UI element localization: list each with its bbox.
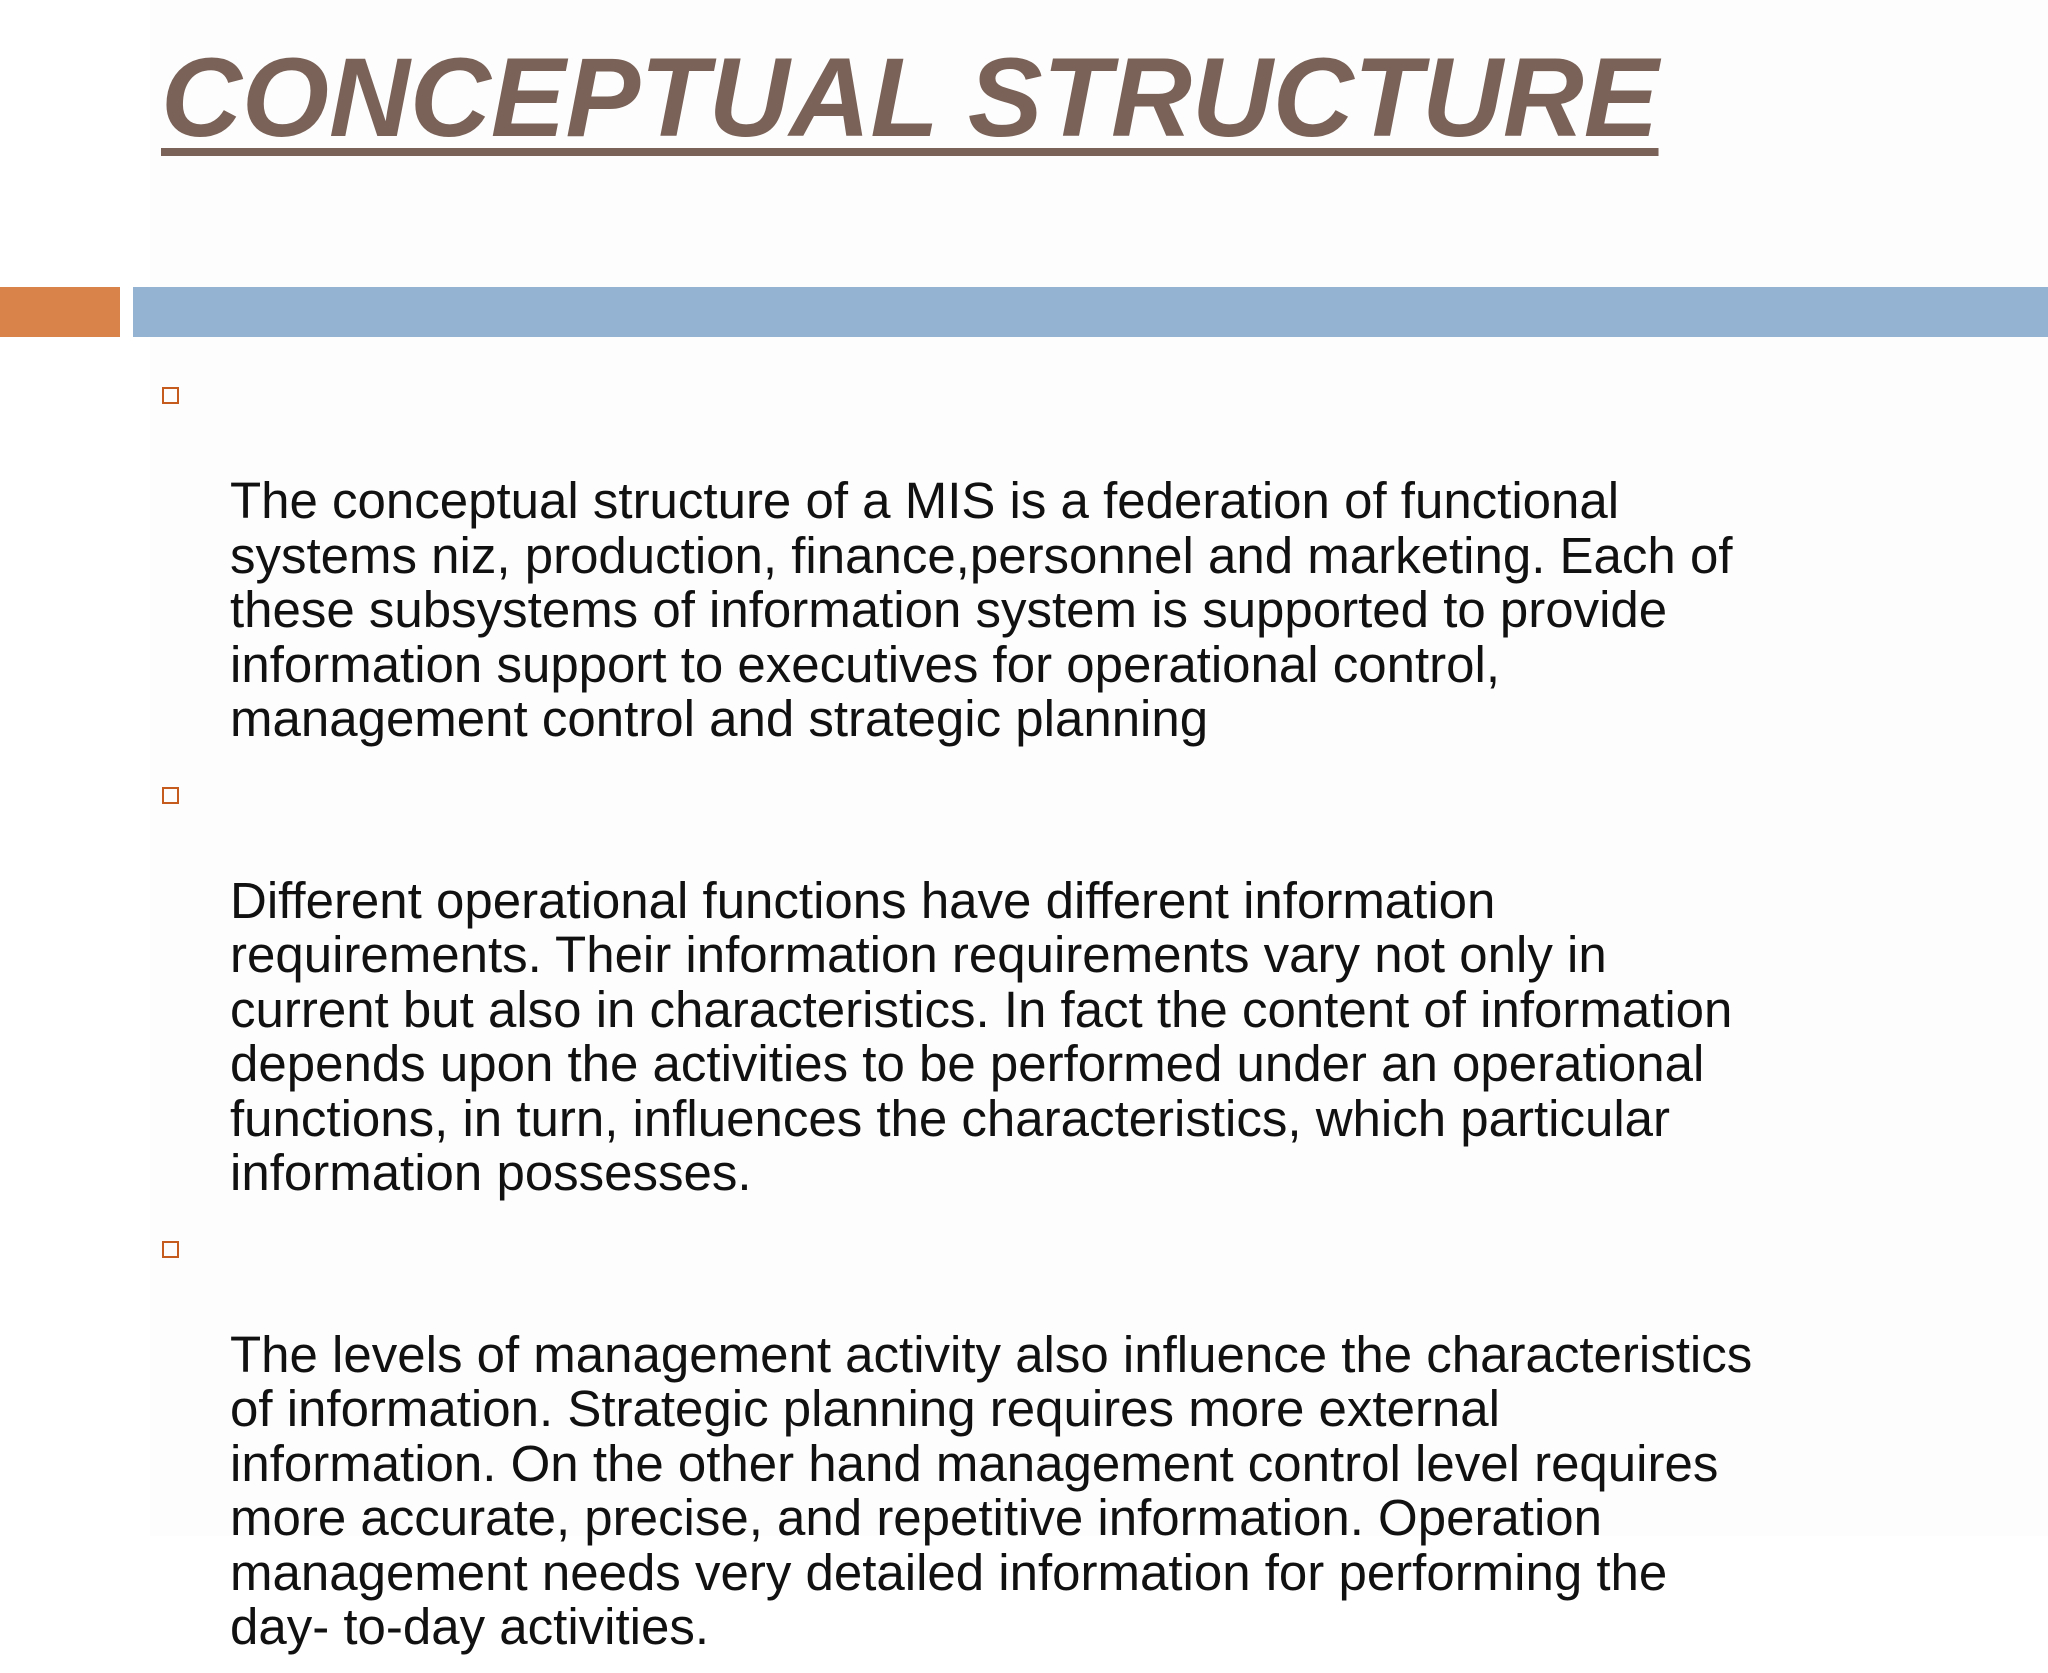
bullet-text-management-levels: The levels of management activity also influence the characteristics of information. Strategic planning requires more external information. On the other hand management control level requires more accurate, precise, and repetitive information. Operation management needs very detailed information for performing the day- to-day activities. — [230, 1325, 1753, 1655]
bullet-text-operational-functions: Different operational functions have different information requirements. Their information requirements vary not only in current but also in characteristics. In fact the content of information depends upon the activities to be performed under an operational functions, in turn, influences the characteristics, which particular information possesses. — [230, 871, 1733, 1201]
bullet-list — [0, 365, 2048, 1673]
square-bullet-icon — [162, 787, 179, 804]
orange-accent-bar — [0, 287, 120, 337]
bullet-text-federation: The conceptual structure of a MIS is a federation of functional systems niz, production, finance,personnel and marketing. Each of these subsystems of information system is supported to provide information support to executives for operational control, management control and strategic planning — [230, 472, 1733, 747]
blue-header-divider-bar — [133, 287, 2048, 337]
bullet-item-federation — [0, 365, 1990, 747]
square-bullet-icon — [162, 387, 179, 404]
bullet-item-management-levels — [0, 1219, 1990, 1655]
bullet-item-operational-functions — [0, 765, 1990, 1201]
slide-title: CONCEPTUAL STRUCTURE — [161, 35, 1659, 160]
square-bullet-icon — [162, 1241, 179, 1258]
